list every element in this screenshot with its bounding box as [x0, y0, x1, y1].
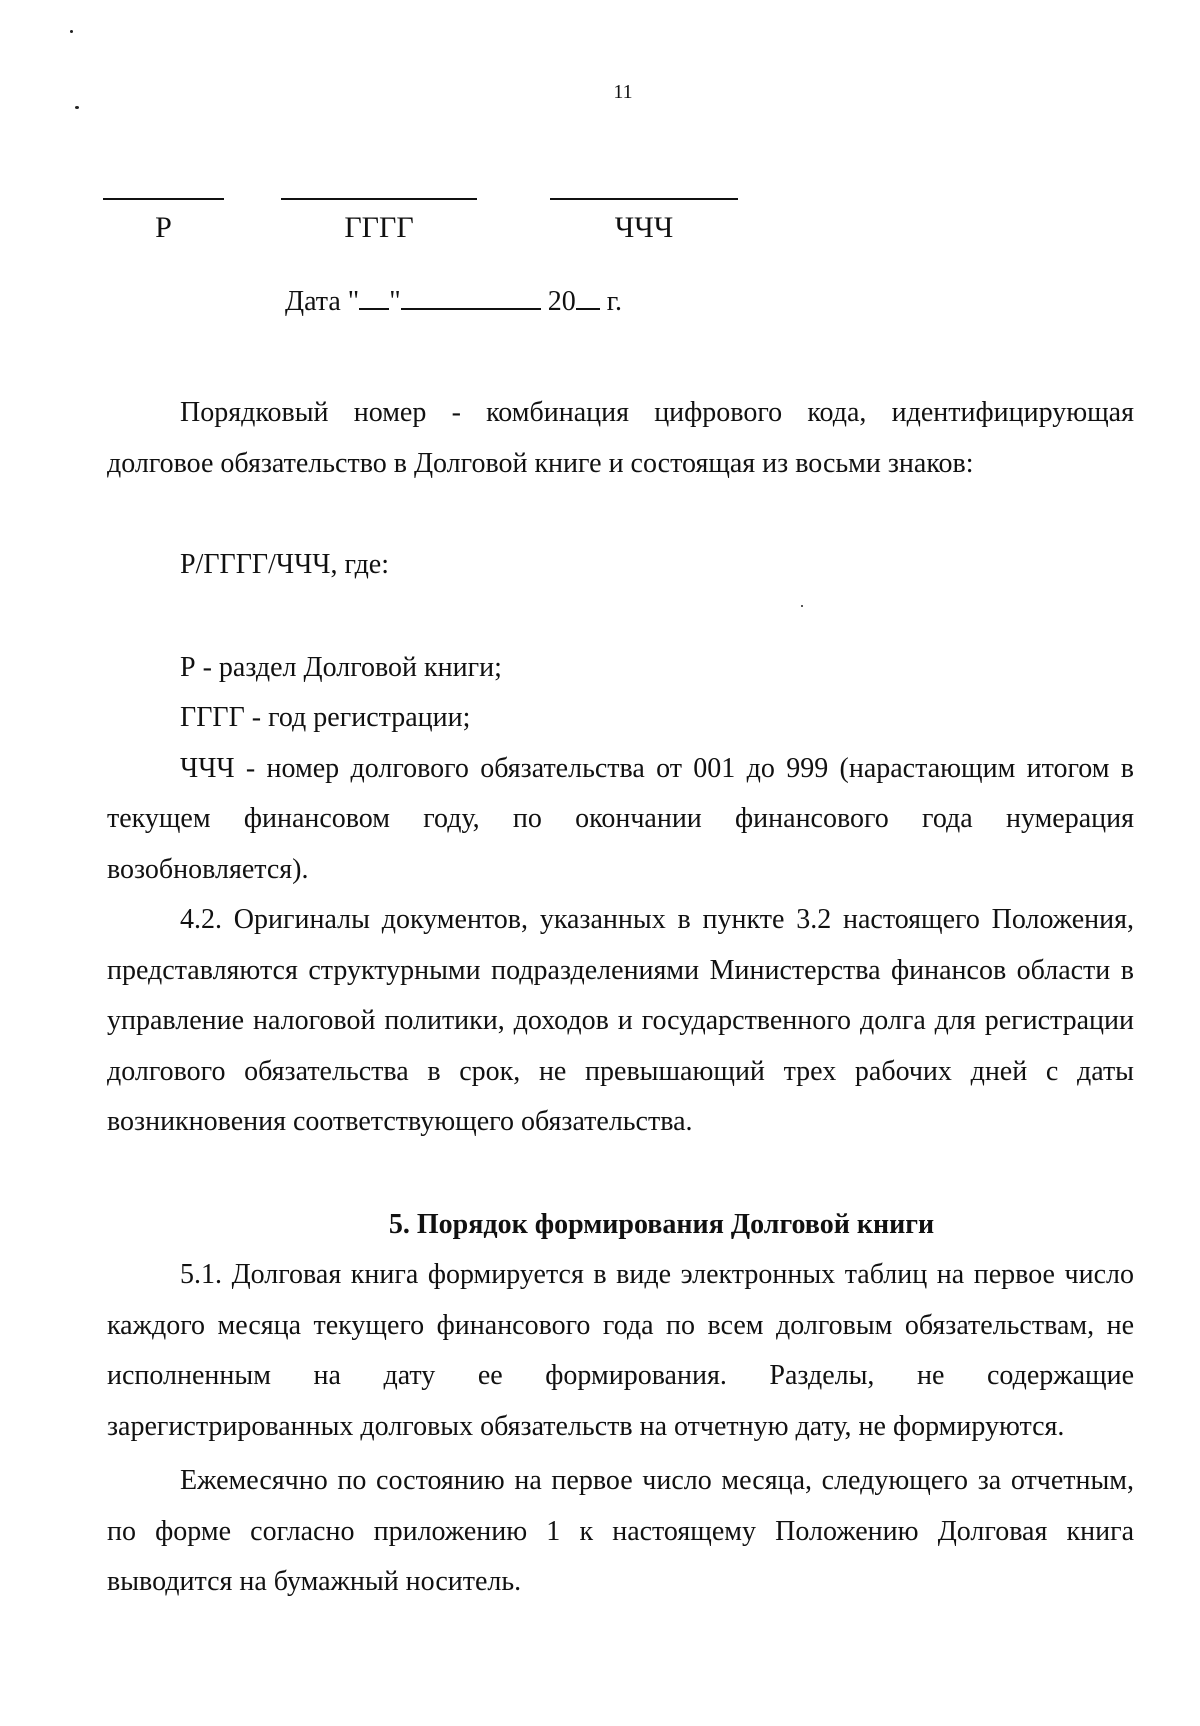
page-number: 11	[613, 81, 633, 103]
month-blank	[401, 282, 541, 310]
list-item-section: Р - раздел Долговой книги;	[180, 651, 502, 683]
section-code-label: Р	[155, 211, 172, 244]
year-prefix: 20	[540, 286, 576, 317]
monthly-printout-paragraph: Ежемесячно по состоянию на первое число месяца, следующего за отчетным, по форме согласно приложению 1 к настоящему Положению Долговая книга выводится на бумажный носитель.	[107, 1465, 1134, 1597]
clause-4-2: 4.2. Оригиналы документов, указанных в пункте 3.2 настоящего Положения, представляются структурными подразделениями Министерства финансов области в управление налоговой политики, доходов и государственного долга для регистрации долгового обязательства в срок, не превышающий трех рабочих дней с даты возникновения соответствующего обязательства.	[107, 904, 1134, 1137]
section-5-heading: 5. Порядок формирования Долговой книги	[388, 1208, 935, 1240]
list-item-number: ЧЧЧ - номер долгового обязательства от 001 до 999 (нарастающим итогом в текущем финансовом году, по окончании финансового года нумерация возобновляется).	[107, 752, 1134, 885]
list-item-year: ГГГГ - год регистрации;	[180, 702, 471, 733]
date-line	[285, 282, 622, 319]
section-code-field	[103, 198, 224, 270]
year-code-label: ГГГГ	[344, 211, 414, 244]
serial-number-definition: Порядковый номер - комбинация цифрового кода, идентифицирующая долговое обязательство в Долговой книге и состоящая из восьми знаков:	[107, 397, 1134, 479]
year-code-field	[281, 198, 477, 270]
date-prefix: Дата "	[285, 286, 360, 317]
number-code-label: ЧЧЧ	[614, 211, 674, 244]
day-blank	[359, 282, 389, 310]
year-blank	[576, 282, 600, 310]
date-quote: "	[389, 286, 401, 317]
clause-5-1: 5.1. Долговая книга формируется в виде электронных таблиц на первое число каждого месяца текущего финансового года по всем долговым обязательствам, не исполненным на дату ее формирования. Разделы, не содержащие зарегистрированных долговых обязательств на отчетную дату, не формируются.	[107, 1259, 1134, 1442]
number-code-field	[550, 198, 738, 270]
date-suffix: г.	[599, 286, 623, 317]
registration-code-fields	[0, 0, 1200, 260]
code-format: Р/ГГГГ/ЧЧЧ, где:	[180, 549, 390, 580]
document-body	[107, 388, 1134, 1608]
